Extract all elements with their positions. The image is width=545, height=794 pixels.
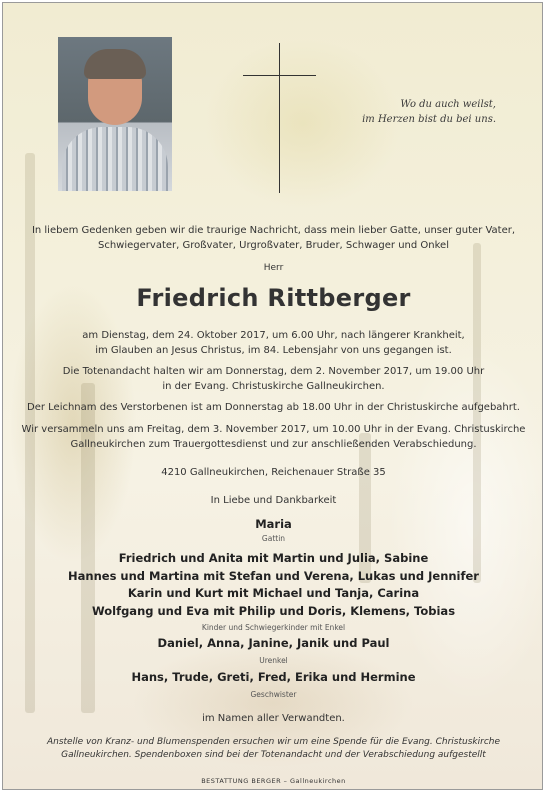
spouse-name: Maria — [255, 517, 292, 531]
funeral-home-footer: BESTATTUNG BERGER – Gallneukirchen — [201, 777, 346, 785]
closing-phrase: In Liebe und Dankbarkeit — [210, 495, 337, 506]
list-item: Friedrich und Anita mit Martin und Julia, Sabine — [118, 551, 429, 565]
vigil-notice: Die Totenandacht halten wir am Donnerstag, dem 2. November 2017, um 19.00 Uhr in der Evang. Christuskirche Gallneukirchen. — [62, 366, 485, 392]
donation-note: Anstelle von Kranz- und Blumenspenden ersuchen wir um eine Spende für die Evang. Christuskirche Gallneukirchen. Spendenboxen sind bei der Totenandacht und der Verabschiedung aufgestellt — [46, 737, 501, 760]
obituary-card — [2, 2, 543, 790]
list-item: Karin und Kurt mit Michael und Tanja, Carina — [127, 586, 420, 600]
children-list — [19, 550, 528, 620]
greatgrandchildren-names: Daniel, Anna, Janine, Janik und Paul — [157, 636, 390, 650]
funeral-notice: Wir versammeln uns am Freitag, dem 3. November 2017, um 10.00 Uhr in der Evang. Christuskirche Gallneukirchen zum Trauergottesdienst und zur anschließenden Verabschiedung. — [21, 424, 526, 450]
portrait-photo — [58, 37, 172, 191]
deceased-name: Friedrich Rittberger — [136, 284, 411, 312]
spouse-role: Gattin — [261, 534, 286, 543]
death-notice: am Dienstag, dem 24. Oktober 2017, um 6.00 Uhr, nach längerer Krankheit, im Glauben an Jesus Christus, im 84. Lebensjahr von uns gegangen ist. — [82, 330, 465, 356]
intro-text: In liebem Gedenken geben wir die traurige Nachricht, dass mein lieber Gatte, unser guter Vater, Schwiegervater, Großvater, Urgroßvater, Bruder, Schwager und Onkel — [31, 225, 516, 251]
motto: Wo du auch weilst, im Herzen bist du bei uns. — [362, 99, 496, 125]
cross-icon-bar — [243, 75, 316, 76]
siblings-role: Geschwister — [250, 690, 297, 699]
honorific: Herr — [263, 263, 284, 273]
siblings-names: Hans, Trude, Greti, Fred, Erika und Hermine — [131, 670, 416, 684]
laying-out-notice: Der Leichnam des Verstorbenen ist am Donnerstag ab 18.00 Uhr in der Christuskirche aufgebahrt. — [27, 402, 520, 413]
cross-icon — [279, 43, 280, 193]
children-role: Kinder und Schwiegerkinder mit Enkel — [201, 623, 346, 632]
relatives-line: im Namen aller Verwandten. — [202, 713, 345, 724]
greatgrandchildren-role: Urenkel — [259, 656, 288, 665]
list-item: Hannes und Martina mit Stefan und Verena, Lukas und Jennifer — [68, 568, 479, 583]
list-item: Wolfgang und Eva mit Philip und Doris, Klemens, Tobias — [91, 603, 456, 618]
address: 4210 Gallneukirchen, Reichenauer Straße 35 — [161, 467, 386, 478]
